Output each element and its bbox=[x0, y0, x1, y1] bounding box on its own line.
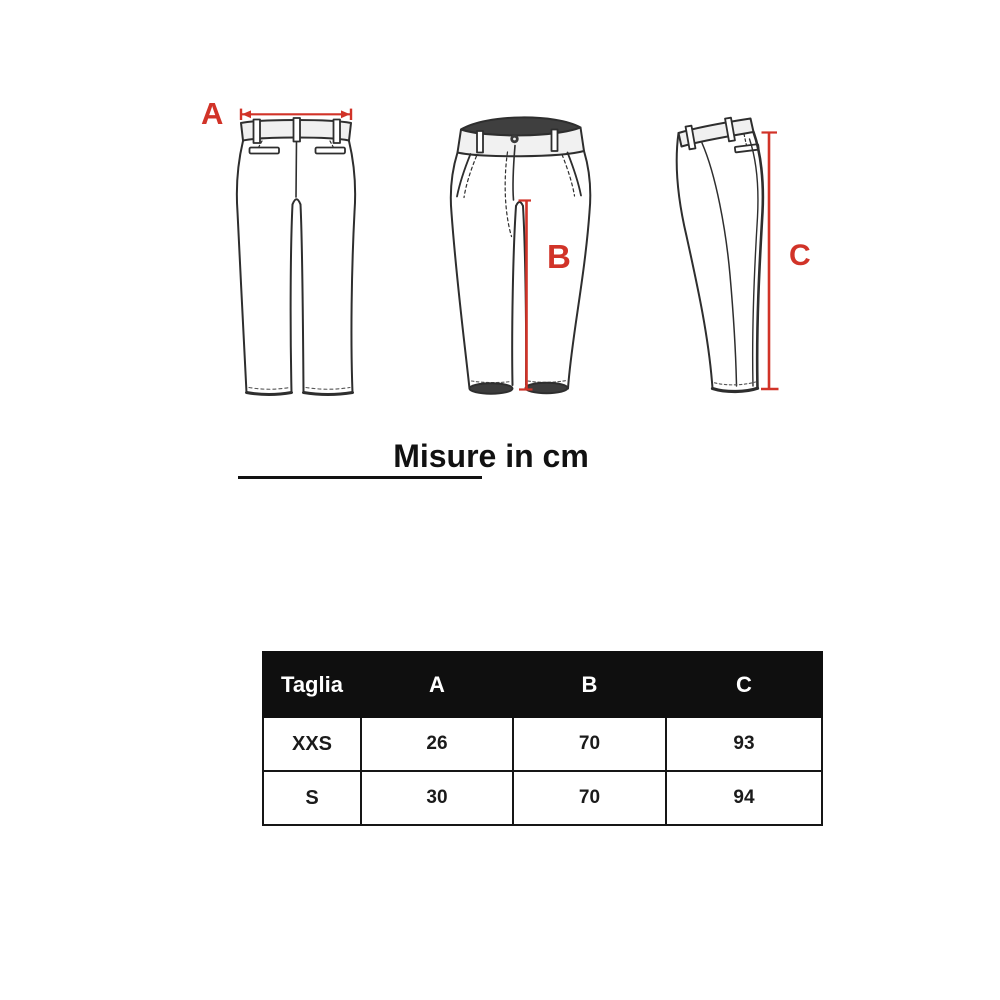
measure-label-b: B bbox=[547, 238, 571, 275]
header-cell-a: A bbox=[361, 652, 513, 717]
table-row-s bbox=[263, 771, 822, 825]
measure-label-a: A bbox=[201, 96, 224, 131]
belt-loop bbox=[254, 120, 261, 144]
back-pocket-left bbox=[250, 148, 280, 154]
belt-loop bbox=[552, 130, 558, 152]
back-right-leg-outer bbox=[349, 141, 355, 393]
front-crotch bbox=[516, 202, 523, 206]
front-pocket-right-stitch bbox=[562, 155, 575, 197]
waist-button-center bbox=[513, 138, 516, 141]
front-left-leg-outer bbox=[451, 153, 470, 389]
back-center-seam bbox=[296, 141, 297, 198]
back-hem-stitch bbox=[249, 388, 290, 390]
back-hem-left bbox=[247, 393, 292, 395]
back-left-leg-inner bbox=[291, 205, 293, 393]
header-cell-taglia: Taglia bbox=[263, 652, 361, 717]
front-hem-right bbox=[526, 383, 568, 393]
size-table bbox=[262, 651, 823, 826]
table-row-xxs bbox=[263, 717, 822, 771]
cell-c-value: 94 bbox=[666, 771, 822, 825]
side-dart bbox=[744, 134, 747, 146]
cell-size: S bbox=[263, 771, 361, 825]
back-left-leg-outer bbox=[237, 141, 247, 393]
cell-b-value: 70 bbox=[513, 771, 666, 825]
belt-loop bbox=[477, 131, 483, 153]
cell-a-value: 26 bbox=[361, 717, 513, 771]
back-right-leg-inner bbox=[301, 205, 304, 393]
header-cell-c: C bbox=[666, 652, 822, 717]
belt-loop bbox=[294, 118, 301, 142]
cell-c-value: 93 bbox=[666, 717, 822, 771]
side-crease bbox=[702, 143, 737, 386]
front-pocket-left-stitch bbox=[464, 156, 477, 198]
page-title: Misure in cm bbox=[393, 438, 589, 474]
side-hem-stitch bbox=[715, 382, 756, 385]
back-hem-right bbox=[304, 393, 353, 395]
back-crotch bbox=[293, 199, 301, 204]
measure-c-line bbox=[761, 133, 779, 390]
back-pocket-right bbox=[316, 148, 346, 154]
front-fly-stitch bbox=[505, 152, 511, 237]
side-hem bbox=[713, 388, 758, 391]
side-back-pocket bbox=[735, 144, 759, 152]
front-pocket-left bbox=[457, 154, 471, 197]
back-hem-stitch bbox=[306, 388, 350, 390]
size-table-header-row bbox=[263, 652, 822, 717]
cell-b-value: 70 bbox=[513, 717, 666, 771]
measure-label-c: C bbox=[789, 239, 811, 272]
title-underline bbox=[238, 476, 482, 479]
front-hem-left bbox=[470, 383, 513, 393]
measure-b-line bbox=[519, 201, 533, 390]
cell-size: XXS bbox=[263, 717, 361, 771]
side-front-edge bbox=[677, 133, 713, 389]
front-left-leg-inner bbox=[512, 206, 516, 385]
header-cell-b: B bbox=[513, 652, 666, 717]
cell-a-value: 30 bbox=[361, 771, 513, 825]
pants-back-view-drawing bbox=[237, 118, 355, 395]
pants-side-view-drawing bbox=[677, 118, 763, 392]
belt-loop bbox=[334, 120, 341, 144]
